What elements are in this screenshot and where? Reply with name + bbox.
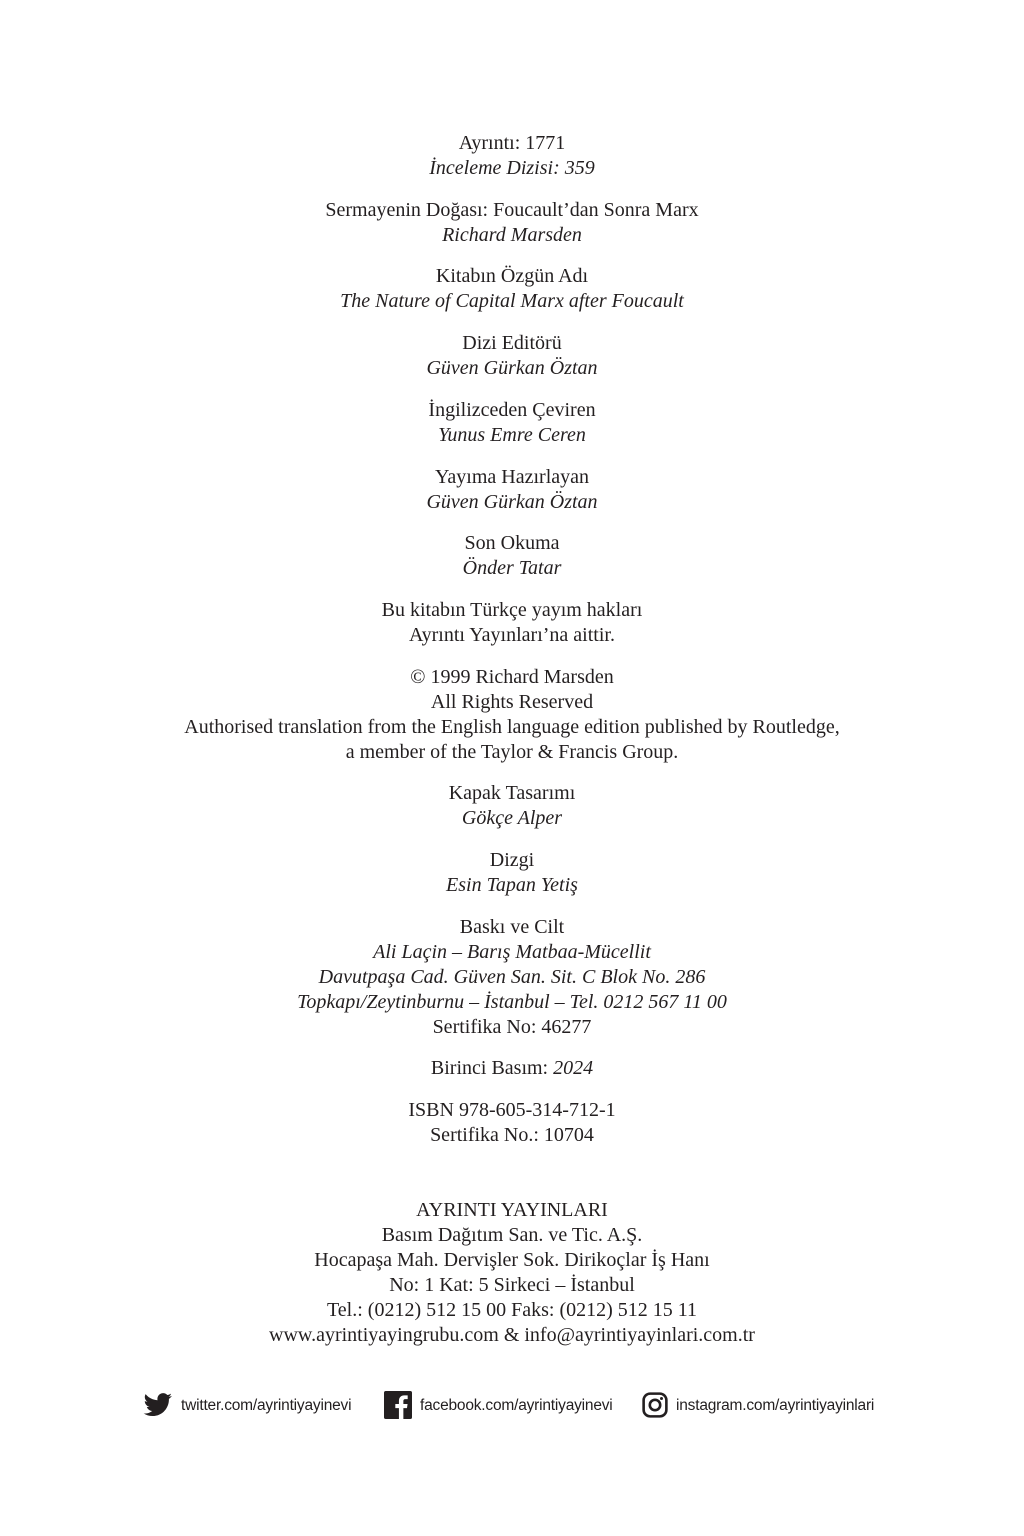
instagram-link[interactable] [642, 1388, 874, 1422]
isbn-info [0, 1098, 1024, 1148]
credit-name: Güven Gürkan Öztan [426, 357, 598, 379]
credit-role: Dizgi [489, 849, 535, 871]
copyright-line: Authorised translation from the English language edition published by Routledge, [184, 716, 840, 738]
edition-info [0, 1056, 1024, 1081]
credit-name: Güven Gürkan Öztan [426, 491, 598, 513]
twitter-icon [143, 1393, 173, 1417]
translator-credit [0, 398, 1024, 448]
printer-name: Ali Laçin – Barış Matbaa-Mücellit [373, 941, 651, 963]
copyright-line: © 1999 Richard Marsden [410, 666, 614, 688]
credit-role: Dizi Editörü [462, 332, 562, 354]
credit-role: Kitabın Özgün Adı [435, 265, 589, 287]
credit-role: Kapak Tasarımı [448, 782, 576, 804]
original-title-credit [0, 264, 1024, 314]
social-label: instagram.com/ayrintiyayinlari [676, 1396, 875, 1414]
book-info [0, 198, 1024, 248]
sub-series: İnceleme Dizisi: 359 [429, 157, 595, 179]
edition-year: 2024 [553, 1057, 594, 1079]
typesetting-credit [0, 848, 1024, 898]
credit-name: Yunus Emre Ceren [438, 424, 586, 446]
rights-statement [0, 598, 1024, 648]
publisher-phone: Tel.: (0212) 512 15 00 Faks: (0212) 512 15 11 [326, 1299, 698, 1321]
social-label: facebook.com/ayrintiyayinevi [420, 1396, 613, 1414]
publisher-info [0, 1198, 1024, 1348]
printer-address: Davutpaşa Cad. Güven San. Sit. C Blok No. 286 [318, 966, 706, 988]
facebook-link[interactable] [384, 1388, 613, 1422]
credit-name: The Nature of Capital Marx after Foucault [340, 290, 684, 312]
twitter-link[interactable] [143, 1388, 351, 1422]
publisher-web: www.ayrintiyayingrubu.com & info@ayrintiyayinlari.com.tr [269, 1324, 755, 1346]
publisher-name: AYRINTI YAYINLARI [416, 1199, 608, 1221]
printer-address: Topkapı/Zeytinburnu – İstanbul – Tel. 0212 567 11 00 [297, 991, 727, 1013]
credit-name: Önder Tatar [462, 557, 562, 579]
proofreading-credit [0, 531, 1024, 581]
credit-name: Esin Tapan Yetiş [446, 874, 578, 896]
series-info [0, 131, 1024, 181]
credit-role: Baskı ve Cilt [459, 916, 565, 938]
book-title: Sermayenin Doğası: Foucault’dan Sonra Marx [325, 199, 699, 221]
printing-info [0, 915, 1024, 1040]
cover-design-credit [0, 781, 1024, 831]
series-number: Ayrıntı: 1771 [458, 132, 566, 154]
social-links [0, 1388, 1024, 1422]
copyright-line: a member of the Taylor & Francis Group. [345, 741, 679, 763]
publisher-certificate: Sertifika No.: 10704 [430, 1124, 594, 1146]
copyright-notice [0, 665, 1024, 765]
rights-line: Bu kitabın Türkçe yayım hakları [381, 599, 643, 621]
credit-role: Son Okuma [464, 532, 560, 554]
publisher-address: Hocapaşa Mah. Dervişler Sok. Dirikoçlar İş Hanı [314, 1249, 710, 1271]
isbn-number: ISBN 978-605-314-712-1 [408, 1099, 616, 1121]
publisher-company: Basım Dağıtım San. ve Tic. A.Ş. [381, 1224, 643, 1246]
credit-role: Yayıma Hazırlayan [434, 466, 590, 488]
social-label: twitter.com/ayrintiyayinevi [181, 1396, 352, 1414]
publisher-address: No: 1 Kat: 5 Sirkeci – İstanbul [389, 1274, 635, 1296]
book-author: Richard Marsden [442, 224, 582, 246]
series-editor-credit [0, 331, 1024, 381]
copyright-line: All Rights Reserved [430, 691, 594, 713]
edition-label: Birinci Basım: [430, 1057, 554, 1079]
instagram-icon [642, 1392, 668, 1418]
editor-credit [0, 465, 1024, 515]
printer-certificate: Sertifika No: 46277 [432, 1016, 592, 1038]
credit-name: Gökçe Alper [461, 807, 563, 829]
facebook-icon [384, 1390, 412, 1420]
credit-role: İngilizceden Çeviren [428, 399, 596, 421]
rights-line: Ayrıntı Yayınları’na aittir. [409, 624, 615, 646]
